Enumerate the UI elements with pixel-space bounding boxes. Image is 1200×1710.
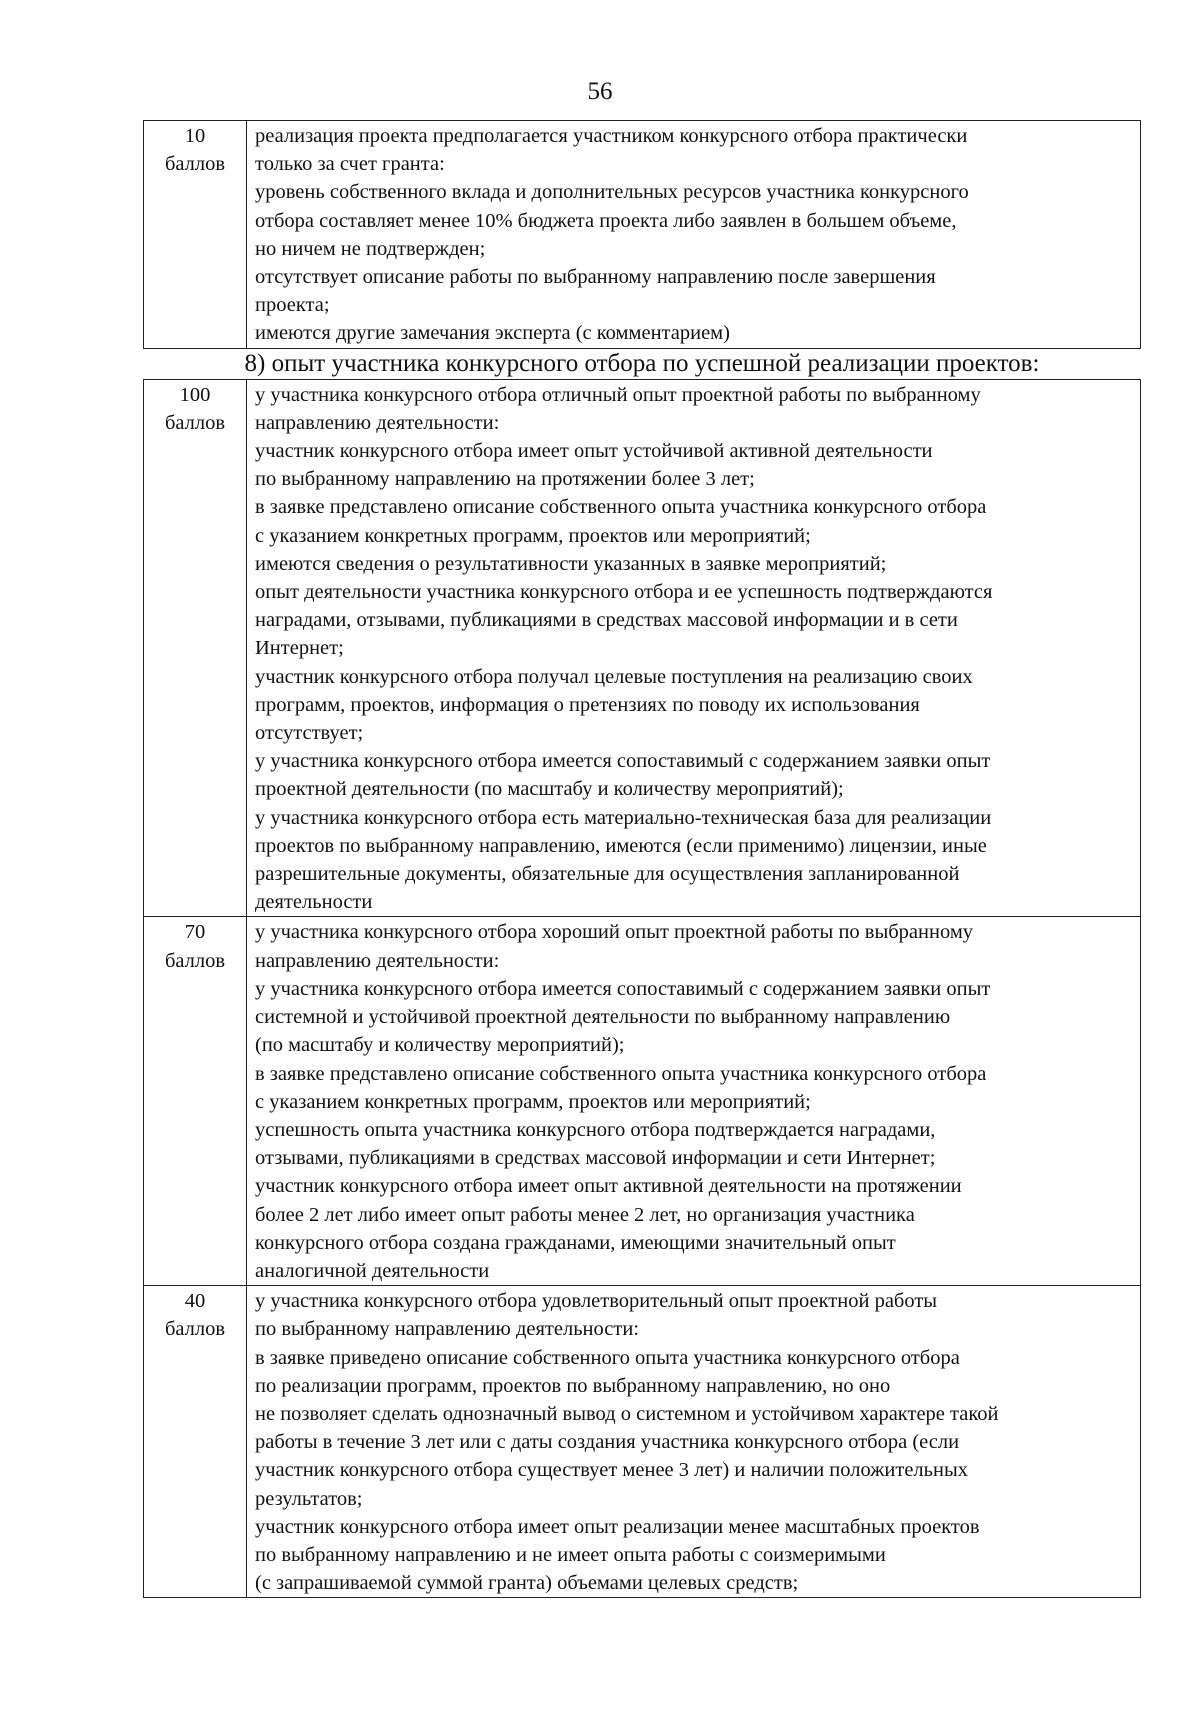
score-value: 10 <box>184 125 206 147</box>
text-line: у участника конкурсного отбора есть материально-техническая база для реализации <box>255 806 992 829</box>
text-line: с указанием конкретных программ, проектов или мероприятий; <box>255 524 811 547</box>
text-line: системной и устойчивой проектной деятельности по выбранному направлению <box>255 1006 951 1029</box>
text-line: наградами, отзывами, публикациями в средствах массовой информации и в сети <box>255 609 958 632</box>
text-line: проекта; <box>255 294 330 317</box>
text-line: результатов; <box>255 1487 363 1510</box>
section-heading-row <box>144 348 1141 379</box>
text-line: по выбранному направлению на протяжении более 3 лет; <box>255 468 755 491</box>
text-line: проектной деятельности (по масштабу и количеству мероприятий); <box>255 778 844 801</box>
text-line: работы в течение 3 лет или с даты создания участника конкурсного отбора (если <box>255 1431 960 1454</box>
section-heading: 8) опыт участника конкурсного отбора по успешной реализации проектов: <box>144 348 1141 379</box>
text-line: отбора составляет менее 10% бюджета проекта либо заявлен в большем объеме, <box>255 209 957 232</box>
text-line: деятельности <box>255 891 373 914</box>
criteria-text <box>247 917 1141 1286</box>
text-line: более 2 лет либо имеет опыт работы менее 2 лет, но организация участника <box>255 1203 915 1226</box>
text-line: конкурсного отбора создана гражданами, имеющими значительный опыт <box>255 1231 896 1254</box>
text-line: не позволяет сделать однозначный вывод о системном и устойчивом характере такой <box>255 1402 999 1425</box>
text-line: участник конкурсного отбора имеет опыт реализации менее масштабных проектов <box>255 1515 980 1538</box>
text-line: (с запрашиваемой суммой гранта) объемами целевых средств; <box>255 1572 799 1595</box>
criteria-table <box>143 120 1141 1598</box>
text-line: у участника конкурсного отбора отличный опыт проектной работы по выбранному <box>255 383 981 406</box>
text-line: уровень собственного вклада и дополнительных ресурсов участника конкурсного <box>255 181 969 204</box>
criteria-text <box>247 1286 1141 1598</box>
text-line: по выбранному направлению и не имеет опыта работы с соизмеримыми <box>255 1543 886 1566</box>
text-line: участник конкурсного отбора имеет опыт устойчивой активной деятельности <box>255 440 933 463</box>
text-line: с указанием конкретных программ, проектов или мероприятий; <box>255 1090 811 1113</box>
text-line: участник конкурсного отбора получал целевые поступления на реализацию своих <box>255 665 973 688</box>
page-number: 56 <box>587 78 613 105</box>
table-row <box>144 917 1141 1286</box>
text-line: у участника конкурсного отбора имеется сопоставимый с содержанием заявки опыт <box>255 977 991 1000</box>
text-line: отзывами, публикациями в средствах массовой информации и сети Интернет; <box>255 1147 936 1170</box>
text-line: по реализации программ, проектов по выбранному направлению, но оно <box>255 1374 891 1397</box>
table-row <box>144 1286 1141 1598</box>
score-cell <box>144 917 247 1286</box>
text-line: Интернет; <box>255 637 344 660</box>
text-line: участник конкурсного отбора существует менее 3 лет) и наличии положительных <box>255 1459 968 1482</box>
text-line: участник конкурсного отбора имеет опыт активной деятельности на протяжении <box>255 1175 962 1198</box>
text-line: у участника конкурсного отбора хороший опыт проектной работы по выбранному <box>255 921 974 944</box>
score-cell <box>144 379 247 917</box>
score-unit: баллов <box>164 1318 226 1341</box>
table-row <box>144 121 1141 349</box>
text-line: направлению деятельности: <box>255 411 500 434</box>
score-value: 100 <box>179 383 211 406</box>
score-unit: баллов <box>164 153 226 176</box>
score-value: 40 <box>184 1290 206 1313</box>
text-line: (по масштабу и количеству мероприятий); <box>255 1034 625 1057</box>
text-line: программ, проектов, информация о претензиях по поводу их использования <box>255 693 920 716</box>
text-line: направлению деятельности: <box>255 949 500 972</box>
text-line: у участника конкурсного отбора удовлетворительный опыт проектной работы <box>255 1290 938 1313</box>
score-value: 70 <box>184 921 206 944</box>
criteria-text <box>247 121 1141 349</box>
text-line: только за счет гранта: <box>255 153 445 176</box>
table-row <box>144 379 1141 917</box>
score-unit: баллов <box>164 949 226 972</box>
text-line: по выбранному направлению деятельности: <box>255 1318 640 1341</box>
text-line: проектов по выбранному направлению, имеются (если применимо) лицензии, иные <box>255 834 987 857</box>
text-line: отсутствует описание работы по выбранному направлению после завершения <box>255 266 936 289</box>
text-line: опыт деятельности участника конкурсного отбора и ее успешность подтверждаются <box>255 581 993 604</box>
text-line: в заявке представлено описание собственного опыта участника конкурсного отбора <box>255 496 987 519</box>
text-line: имеются сведения о результативности указанных в заявке мероприятий; <box>255 552 887 575</box>
text-line: аналогичной деятельности <box>255 1259 490 1282</box>
score-cell <box>144 121 247 349</box>
text-line: у участника конкурсного отбора имеется сопоставимый с содержанием заявки опыт <box>255 750 991 773</box>
criteria-text <box>247 379 1141 917</box>
text-line: отсутствует; <box>255 722 364 745</box>
text-line: успешность опыта участника конкурсного отбора подтверждается наградами, <box>255 1118 936 1141</box>
text-line: разрешительные документы, обязательные для осуществления запланированной <box>255 863 960 886</box>
score-unit: баллов <box>164 411 226 434</box>
text-line: в заявке приведено описание собственного опыта участника конкурсного отбора <box>255 1346 960 1369</box>
text-line: в заявке представлено описание собственного опыта участника конкурсного отбора <box>255 1062 987 1085</box>
text-line: реализация проекта предполагается участником конкурсного отбора практически <box>255 125 968 147</box>
text-line: но ничем не подтвержден; <box>255 237 486 260</box>
score-cell <box>144 1286 247 1598</box>
text-line: имеются другие замечания эксперта (с комментарием) <box>255 322 730 345</box>
